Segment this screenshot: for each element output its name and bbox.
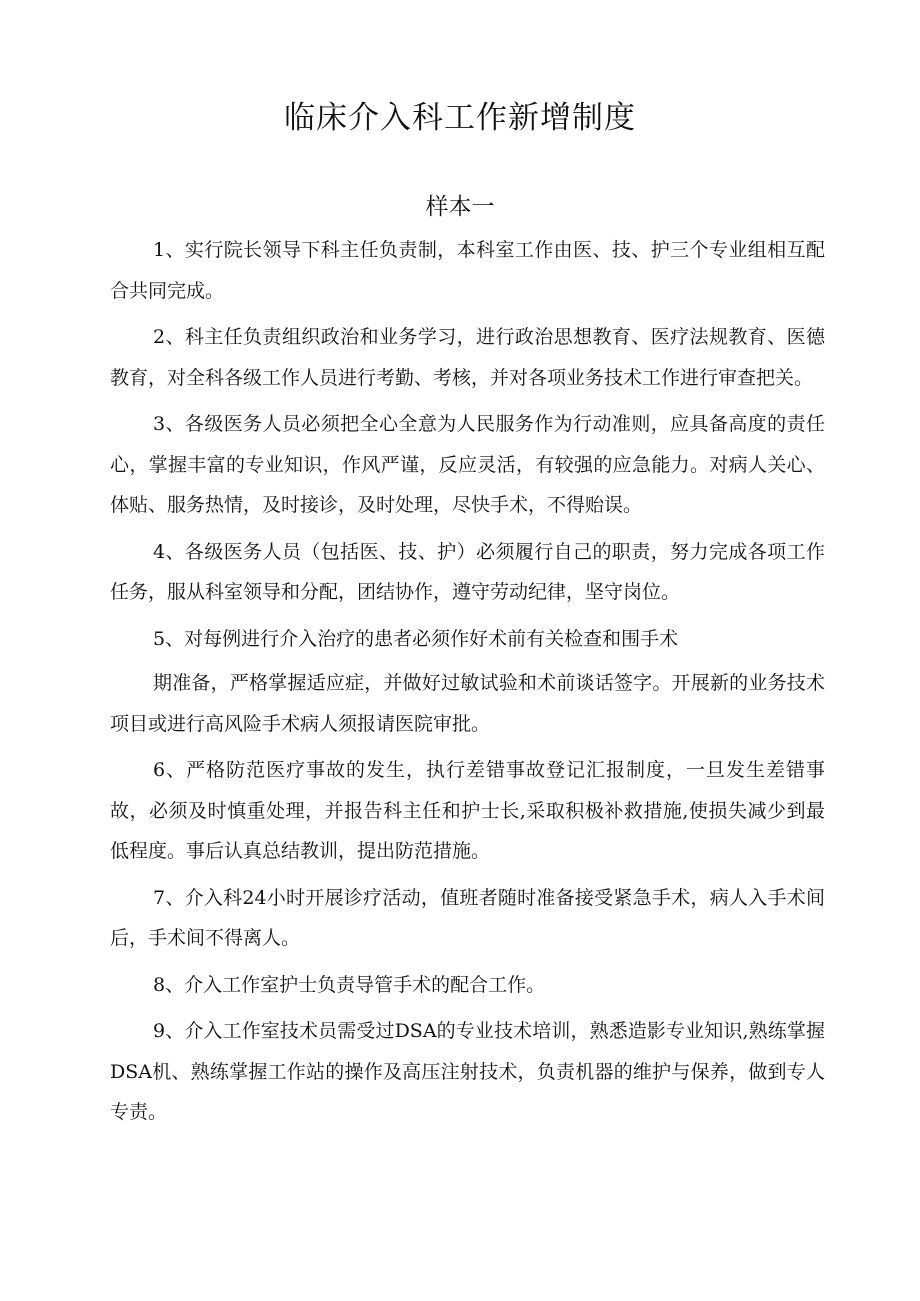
paragraph-5-continuation: 期准备，严格掌握适应症，并做好过敏试验和术前谈话签字。开展新的业务技术项目或进行高风险手术病人须报请医院审批。 [110, 672, 825, 735]
paragraph-9: 9、介入工作室技术员需受过DSA的专业技术培训，熟悉造影专业知识,熟练掌握DSA机、熟练掌握工作站的操作及高压注射技术，负责机器的维护与保养，做到专人专责。 [110, 1020, 825, 1123]
paragraph-7: 7、介入科24小时开展诊疗活动，值班者随时准备接受紧急手术，病人入手术间后，手术间不得离人。 [110, 886, 825, 949]
paragraph-8: 8、介入工作室护士负责导管手术的配合工作。 [153, 973, 546, 996]
section-heading: 样本一 [425, 194, 495, 220]
paragraph-2: 2、科主任负责组织政治和业务学习，进行政治思想教育、医疗法规教育、医德教育，对全科各级工作人员进行考勤、考核，并对各项业务技术工作进行审查把关。 [110, 326, 825, 389]
paragraph-3: 3、各级医务人员必须把全心全意为人民服务作为行动准则，应具备高度的责任心，掌握丰富的专业知识，作风严谨，反应灵活，有较强的应急能力。对病人关心、体贴、服务热情，及时接诊，及时处理，尽快手术，不得贻误。 [110, 413, 825, 516]
paragraph-5: 5、对每例进行介入治疗的患者必须作好术前有关检查和围手术 [153, 627, 679, 650]
document-body [110, 230, 825, 1133]
paragraph-1: 1、实行院长领导下科主任负责制，本科室工作由医、技、护三个专业组相互配合共同完成。 [110, 239, 825, 302]
document-title: 临床介入科工作新增制度 [284, 100, 636, 136]
paragraph-6: 6、严格防范医疗事故的发生，执行差错事故登记汇报制度，一旦发生差错事故，必须及时慎重处理，并报告科主任和护士长,采取积极补救措施,使损失减少到最低程度。事后认真总结教训，提出防范措施。 [110, 759, 825, 862]
paragraph-4: 4、各级医务人员（包括医、技、护）必须履行自己的职责，努力完成各项工作任务，服从科室领导和分配，团结协作，遵守劳动纪律，坚守岗位。 [110, 540, 825, 603]
